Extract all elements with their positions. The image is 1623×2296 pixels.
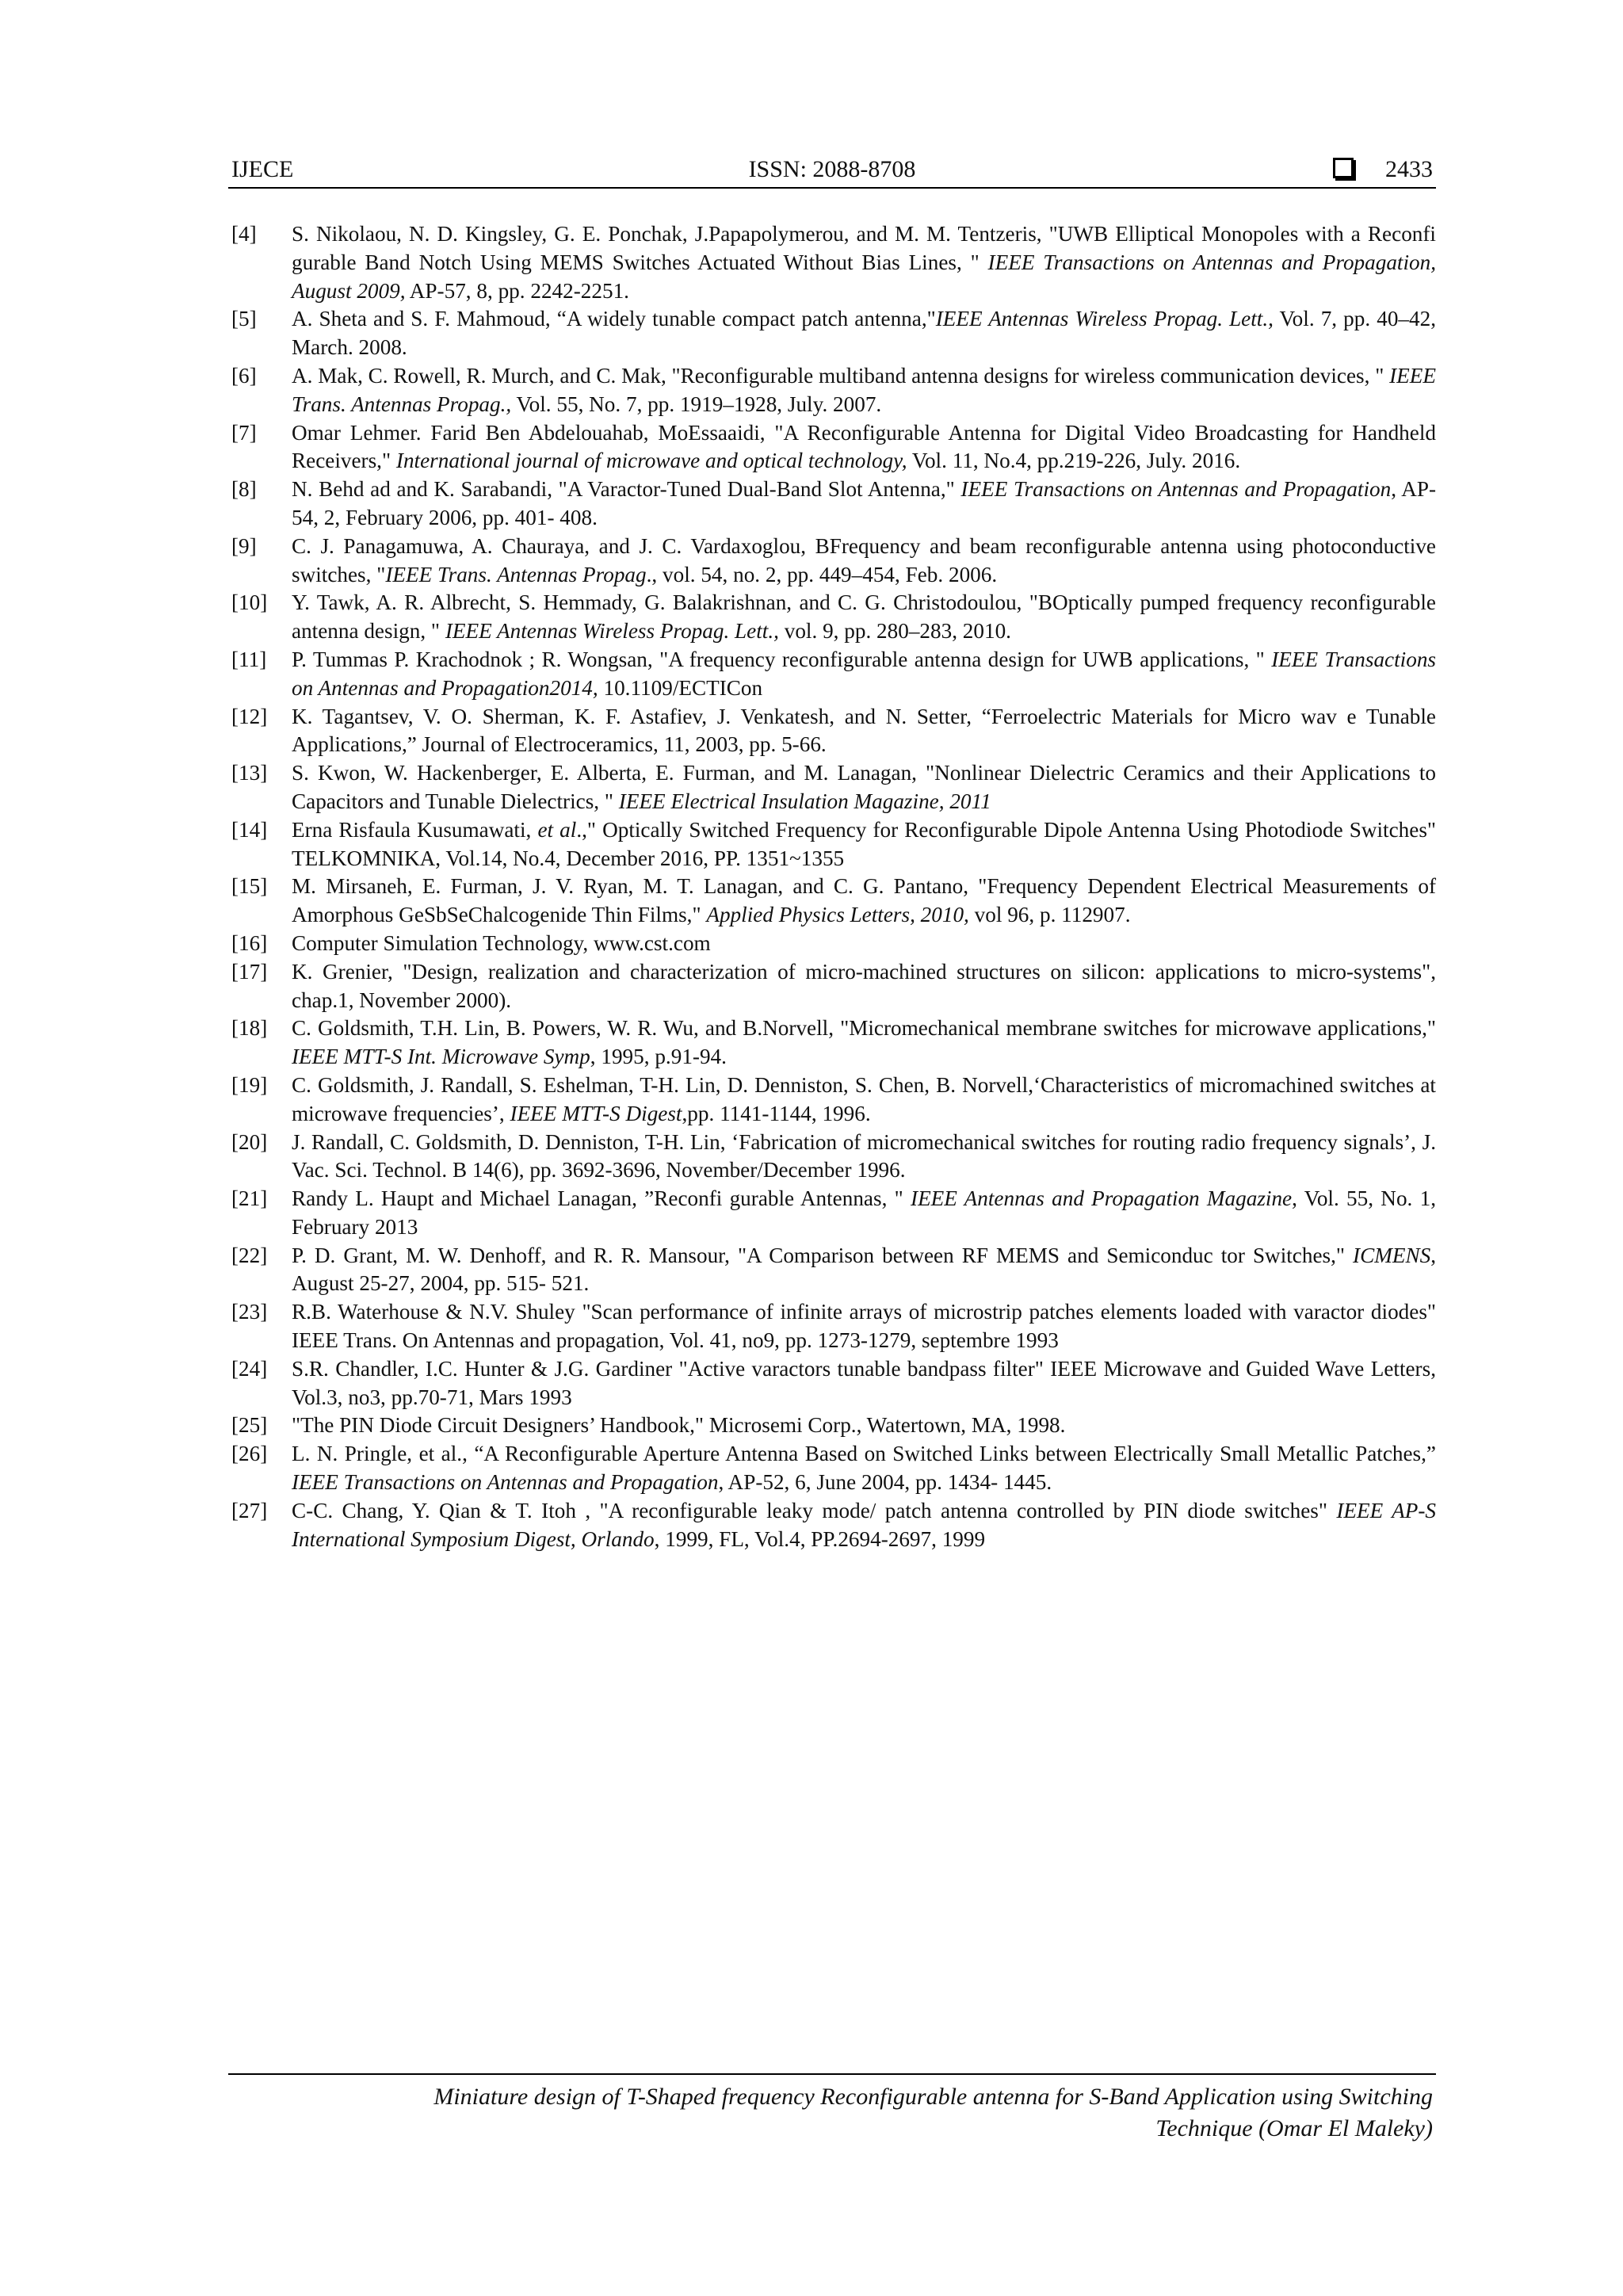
reference-number: [10] (231, 590, 268, 615)
reference-text (292, 1442, 1436, 1494)
reference-text (292, 477, 1436, 529)
reference-text (292, 818, 1436, 870)
reference-number: [14] (231, 817, 268, 842)
reference-text-segment: P. Tummas P. Krachodnok ; R. Wongsan, "A frequency reconfigurable antenna design for UWB applications, " (292, 647, 1272, 671)
reference-text (292, 307, 1436, 359)
reference-item (228, 1129, 1436, 1186)
reference-item (228, 930, 1436, 958)
reference-text-segment: ,pp. 1141-1144, 1996. (682, 1101, 871, 1125)
reference-text-segment: "The PIN Diode Circuit Designers’ Handbook," Microsemi Corp., Watertown, MA, 1998. (292, 1413, 1066, 1438)
reference-source-italic: IEEE Antennas and Propagation Magazine (911, 1186, 1293, 1211)
reference-text (292, 1300, 1436, 1352)
reference-item (228, 305, 1436, 362)
reference-text-segment: A. Sheta and S. F. Mahmoud, “A widely tunable compact patch antenna," (292, 307, 936, 331)
reference-item (228, 958, 1436, 1015)
reference-number: [20] (231, 1129, 268, 1154)
reference-number: [12] (231, 704, 268, 728)
issn: ISSN: 2088-8708 (748, 156, 916, 182)
reference-text (292, 931, 711, 955)
reference-number: [15] (231, 874, 268, 899)
reference-number: [6] (231, 363, 257, 388)
reference-source-italic: IEEE MTT-S Digest (510, 1101, 682, 1125)
reference-source-italic: IEEE Transactions on Antennas and Propagation (960, 477, 1392, 502)
reference-text-segment: Y. Tawk, A. R. Albrecht, S. Hemmady, G. Balakrishnan, and C. G. Christodoulou, "BOptically pumped frequency reconfigurable antenna design, " (292, 590, 1436, 644)
reference-text-segment: Erna Risfaula Kusumawati, (292, 817, 538, 842)
reference-text-segment: AP-57, 8, pp. 2242-2251. (405, 278, 629, 303)
reference-source-italic: IEEE Trans. Antennas Propag., (292, 363, 1436, 416)
reference-text-segment: C. Goldsmith, J. Randall, S. Eshelman, T-H. Lin, D. Denniston, S. Chen, B. Norvell,‘Characteristics of micromachined switches at microwave frequencies’, (292, 1072, 1436, 1125)
reference-number: [24] (231, 1356, 268, 1381)
reference-text-segment: S. Nikolaou, N. D. Kingsley, G. E. Ponchak, J.Papapolymerou, and M. M. Tentzeris, "UWB Elliptical Monopoles with a Reconfi gurable Band Notch Using MEMS Switches Actuated Without Bias Lines, " (292, 222, 1436, 274)
reference-source-italic: IEEE AP-S International Symposium Digest, Orlando (292, 1498, 1436, 1551)
reference-number: [16] (231, 930, 268, 955)
page-number: 2433 (1385, 156, 1433, 182)
reference-text-segment: J. Randall, C. Goldsmith, D. Denniston, T-H. Lin, ‘Fabrication of micromechanical switches for routing radio frequency signals’, J. Vac. Sci. Technol. B 14(6), pp. 3692-3696, November/December 1996. (292, 1129, 1436, 1182)
reference-item (228, 589, 1436, 646)
reference-text-segment: S. Kwon, W. Hackenberger, E. Alberta, E. Furman, and M. Lanagan, "Nonlinear Dielectric Ceramics and their Applications to Capacitors and Tunable Dielectrics, " (292, 761, 1436, 813)
reference-number: [8] (231, 477, 257, 502)
reference-number: [22] (231, 1243, 268, 1267)
reference-item (228, 1497, 1436, 1554)
reference-number: [5] (231, 307, 257, 331)
reference-text (292, 874, 1436, 926)
reference-text-segment: L. N. Pringle, et al., “A Reconfigurable Aperture Antenna Based on Switched Links between Electrically Small Metallic Patches,” (292, 1442, 1436, 1466)
reference-text (292, 1244, 1436, 1296)
reference-source-italic: International journal of microwave and optical technology, (395, 449, 907, 473)
reference-text-segment: Randy L. Haupt and Michael Lanagan, ”Reconfi gurable Antennas, " (292, 1186, 911, 1211)
reference-number: [23] (231, 1300, 268, 1324)
reference-text (292, 590, 1436, 643)
checkbox-square-icon (1333, 158, 1354, 178)
reference-source-italic: ICMENS (1353, 1243, 1431, 1267)
reference-text-segment: R.B. Waterhouse & N.V. Shuley "Scan performance of infinite arrays of microstrip patches elements loaded with varactor diodes" IEEE Trans. On Antennas and propagation, Vol. 41, no9, pp. 1273-1279, septembre 1993 (292, 1300, 1436, 1353)
reference-number: [13] (231, 761, 268, 785)
reference-text-segment: A. Mak, C. Rowell, R. Murch, and C. Mak, "Reconfigurable multiband antenna designs for wireless communication devices, " (292, 363, 1390, 388)
reference-text-segment: vol 96, p. 112907. (968, 903, 1131, 927)
reference-text (292, 705, 1436, 757)
reference-text-segment: 10.1109/ECTICon (598, 675, 763, 700)
reference-text (292, 1016, 1436, 1068)
reference-source-italic: IEEE Transactions on Antennas and Propagation (292, 1470, 719, 1495)
reference-item (228, 1440, 1436, 1497)
reference-text-segment: , August 25-27, 2004, pp. 515- 521. (292, 1243, 1436, 1296)
reference-text-segment: C. Goldsmith, T.H. Lin, B. Powers, W. R. Wu, and B.Norvell, "Micromechanical membrane switches for microwave applications," (292, 1016, 1436, 1041)
reference-list (228, 220, 1436, 1553)
reference-text-segment: P. D. Grant, M. W. Denhoff, and R. R. Mansour, "A Comparison between RF MEMS and Semiconduc tor Switches," (292, 1243, 1354, 1267)
reference-text (292, 761, 1436, 813)
reference-item (228, 1072, 1436, 1129)
running-header (228, 152, 1436, 189)
reference-item (228, 1298, 1436, 1355)
reference-source-italic: et al (537, 817, 577, 842)
reference-item (228, 1412, 1436, 1440)
footer-title-line-2: Technique (Omar El Maleky) (1155, 2115, 1433, 2141)
reference-text-segment: , AP-54, 2, February 2006, pp. 401- 408. (292, 477, 1437, 529)
reference-text (292, 1357, 1436, 1409)
reference-text (292, 1073, 1436, 1125)
reference-source-italic: IEEE Electrical Insulation Magazine, 2011 (618, 789, 991, 813)
reference-item (228, 533, 1436, 590)
reference-text-segment: , Vol. 55, No. 1, February 2013 (292, 1186, 1436, 1239)
reference-text-segment: N. Behd ad and K. Sarabandi, "A Varactor-Tuned Dual-Band Slot Antenna," (292, 477, 961, 502)
journal-name: IJECE (231, 156, 294, 182)
reference-text-segment: , 1999, FL, Vol.4, PP.2694-2697, 1999 (654, 1526, 986, 1551)
reference-source-italic: IEEE Trans. Antennas Propag (385, 562, 647, 586)
reference-text (292, 1130, 1436, 1182)
reference-number: [21] (231, 1186, 268, 1211)
reference-text-segment: .," Optically Switched Frequency for Reconfigurable Dipole Antenna Using Photodiode Switches" TELKOMNIKA, Vol.14, No.4, December 2016, PP. 1351~1355 (292, 817, 1436, 870)
reference-text (292, 364, 1436, 416)
reference-text-segment: M. Mirsaneh, E. Furman, J. V. Ryan, M. T. Lanagan, and C. G. Pantano, "Frequency Dependent Electrical Measurements of Amorphous GeSbSeChalcogenide Thin Films," (292, 874, 1436, 927)
reference-item (228, 1355, 1436, 1412)
reference-number: [19] (231, 1072, 268, 1097)
reference-text-segment: Vol. 55, No. 7, pp. 1919–1928, July. 2007. (511, 392, 882, 416)
reference-number: [18] (231, 1016, 268, 1041)
reference-number: [9] (231, 533, 257, 558)
reference-text-segment: K. Tagantsev, V. O. Sherman, K. F. Astafiev, J. Venkatesh, and N. Setter, “Ferroelectric Materials for Micro wav e Tunable Applications,” Journal of Electroceramics, 11, 2003, pp. 5-66. (292, 704, 1436, 757)
reference-item (228, 362, 1436, 419)
reference-number: [25] (231, 1413, 268, 1438)
reference-text (292, 1413, 1065, 1437)
reference-item (228, 873, 1436, 930)
reference-text (292, 648, 1436, 700)
reference-item (228, 1014, 1436, 1072)
reference-text-segment: C. J. Panagamuwa, A. Chauraya, and J. C. Vardaxoglou, BFrequency and beam reconfigurable antenna using photoconductive switches, " (292, 533, 1436, 586)
reference-source-italic: IEEE Antennas Wireless Propag. Lett., (445, 619, 779, 644)
reference-text-segment: C-C. Chang, Y. Qian & T. Itoh , "A reconfigurable leaky mode/ patch antenna controlled by PIN diode switches" (292, 1498, 1337, 1522)
reference-number: [4] (231, 222, 257, 246)
running-footer (228, 2073, 1436, 2145)
reference-source-italic: IEEE Transactions on Antennas and Propagation, August 2009, (292, 250, 1437, 303)
reference-item (228, 646, 1436, 703)
reference-number: [11] (231, 647, 267, 671)
reference-text (292, 534, 1436, 586)
reference-item (228, 419, 1436, 476)
reference-item (228, 759, 1436, 816)
reference-number: [7] (231, 420, 257, 445)
reference-text-segment: , 1995, p.91-94. (590, 1045, 727, 1069)
reference-text-segment: , AP-52, 6, June 2004, pp. 1434- 1445. (718, 1470, 1052, 1495)
reference-number: [27] (231, 1498, 268, 1522)
footer-title-line-1: Miniature design of T-Shaped frequency Reconfigurable antenna for S-Band Application using Switching (433, 2084, 1433, 2110)
reference-text-segment: K. Grenier, "Design, realization and characterization of micro-machined structures on silicon: applications to micro-systems", chap.1, November 2000). (292, 959, 1436, 1012)
reference-text-segment: S.R. Chandler, I.C. Hunter & J.G. Gardiner "Active varactors tunable bandpass filter" IEEE Microwave and Guided Wave Letters, Vol.3, no3, pp.70-71, Mars 1993 (292, 1356, 1436, 1409)
reference-item (228, 703, 1436, 760)
reference-source-italic: IEEE Transactions on Antennas and Propagation2014, (292, 647, 1436, 700)
reference-source-italic: Applied Physics Letters, 2010, (706, 903, 969, 927)
reference-text-segment: Vol. 11, No.4, pp.219-226, July. 2016. (907, 449, 1241, 473)
reference-item (228, 816, 1436, 873)
reference-text-segment: Computer Simulation Technology, www.cst.com (292, 930, 711, 955)
reference-item (228, 1242, 1436, 1299)
reference-text (292, 960, 1436, 1012)
reference-text-segment: Vol. 7, pp. 40–42, March. 2008. (292, 307, 1436, 360)
reference-text (292, 222, 1436, 303)
reference-text (292, 421, 1436, 473)
reference-number: [26] (231, 1442, 268, 1466)
reference-text (292, 1499, 1436, 1551)
reference-item (228, 476, 1436, 533)
reference-text-segment: ., vol. 54, no. 2, pp. 449–454, Feb. 2006. (646, 562, 998, 586)
reference-source-italic: IEEE Antennas Wireless Propag. Lett., (935, 307, 1274, 331)
page-number-group (1333, 152, 1433, 187)
reference-text-segment: vol. 9, pp. 280–283, 2010. (778, 619, 1011, 644)
reference-text (292, 1186, 1436, 1239)
reference-text-segment: Omar Lehmer. Farid Ben Abdelouahab, MoEssaaidi, "A Reconfigurable Antenna for Digital Video Broadcasting for Handheld Receivers," (292, 420, 1436, 473)
reference-source-italic: IEEE MTT-S Int. Microwave Symp (292, 1045, 590, 1069)
reference-item (228, 220, 1436, 305)
reference-item (228, 1185, 1436, 1242)
reference-number: [17] (231, 959, 268, 984)
